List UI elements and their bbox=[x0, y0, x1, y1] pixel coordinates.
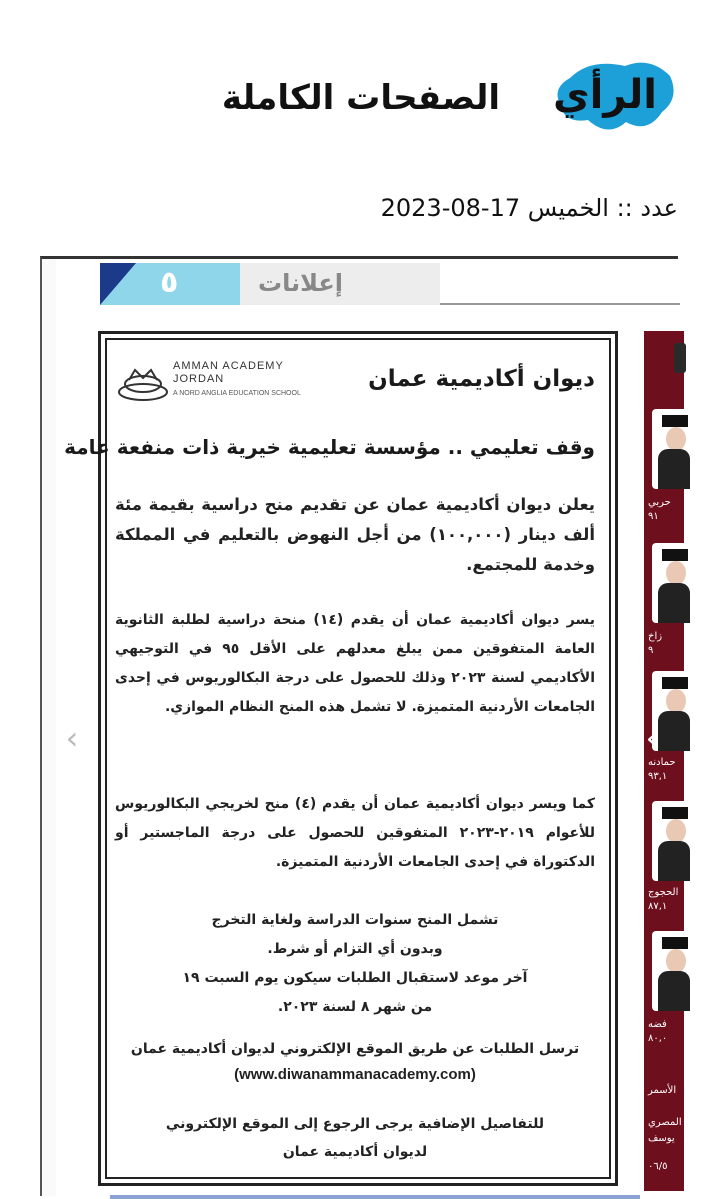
sidebar-footer-line: الأسمر bbox=[648, 1085, 677, 1096]
crown-icon bbox=[117, 366, 169, 402]
ad-paragraph-apply bbox=[115, 1036, 595, 1088]
amman-academy-logo bbox=[117, 360, 327, 410]
site-title: الصفحات الكاملة bbox=[221, 78, 500, 118]
student-score: ٨٧,١ bbox=[648, 901, 668, 912]
student-photo bbox=[652, 409, 688, 489]
page-number-corner bbox=[100, 263, 136, 305]
ad-paragraph-graduates: كما ويسر ديوان أكاديمية عمان أن يقدم (٤) منح لخريجي البكالوريوس للأعوام ٢٠١٩-٢٠٢٣ المتفوقين للحصول على درجة الماجستير أو الدكتوراة في إحدى الجامعات الأردنية المتميزة. bbox=[115, 796, 595, 870]
results-sidebar bbox=[644, 331, 684, 1191]
student-name: فضه bbox=[648, 1019, 667, 1030]
ad-paragraph-intro: يعلن ديوان أكاديمية عمان عن تقديم منح دراسية بقيمة مئة ألف دينار (١٠٠,٠٠٠) من أجل النهوض بالتعليم في المملكة وخدمة للمجتمع. bbox=[115, 495, 595, 574]
chevron-right-icon[interactable]: ‹ bbox=[645, 719, 659, 757]
next-block-edge bbox=[110, 1195, 640, 1199]
logo-text: الرأي bbox=[553, 72, 657, 118]
student-score: ٩٣,١ bbox=[648, 771, 668, 782]
academy-name bbox=[173, 360, 284, 386]
ad-heading: ديوان أكاديمية عمان bbox=[368, 366, 595, 392]
ad-paragraph-terms bbox=[115, 906, 595, 1022]
terms-line-2: وبدون أي التزام أو شرط. bbox=[267, 941, 443, 957]
section-label-box bbox=[240, 263, 440, 305]
ad-paragraph-highschool: يسر ديوان أكاديمية عمان أن يقدم (١٤) منحة دراسية لطلبة الثانوية العامة المتفوقين ممن يبلغ معدلهم على الأقل ٩٥ في التوجيهي الأكاديمي لسنة ٢٠٢٣ وذلك للحصول على درجة البكالوريوس في إحدى الجامعات الأردنية المتميزة. لا تشمل هذه المنح النظام الموازي. bbox=[115, 612, 596, 715]
ad-paragraph-details bbox=[115, 1110, 595, 1166]
academy-name-line1: AMMAN ACADEMY bbox=[173, 360, 284, 372]
student-name: زاخ bbox=[648, 631, 663, 642]
section-header bbox=[100, 263, 680, 305]
student-photo bbox=[652, 931, 688, 1011]
student-name: الحجوج bbox=[648, 887, 679, 898]
page-number-block bbox=[100, 263, 240, 305]
newspaper-page[interactable] bbox=[40, 256, 682, 1196]
page-body bbox=[56, 259, 680, 1199]
website-link[interactable]: (www.diwanammanacademy.com) bbox=[234, 1066, 476, 1083]
advertisement-inner bbox=[64, 338, 611, 1179]
terms-line-4: من شهر ٨ لسنة ٢٠٢٣. bbox=[277, 999, 433, 1015]
academy-name-line2: JORDAN bbox=[173, 373, 225, 385]
sidebar-footer-line: المصري bbox=[648, 1117, 682, 1128]
student-photo bbox=[652, 543, 688, 623]
terms-line-1: تشمل المنح سنوات الدراسة ولغاية التخرج bbox=[211, 912, 499, 928]
section-label: إعلانات bbox=[258, 269, 343, 297]
student-photo bbox=[652, 801, 688, 881]
alrai-logo[interactable] bbox=[530, 48, 680, 138]
sidebar-footer-line: يوسف bbox=[648, 1133, 675, 1144]
student-score: ٨٠,٠ bbox=[648, 1033, 668, 1044]
page-number: ٥ bbox=[160, 265, 179, 300]
site-header bbox=[0, 30, 720, 140]
student-name: حربي bbox=[648, 497, 671, 508]
chevron-left-icon[interactable]: ‹ bbox=[65, 719, 79, 757]
issue-date: عدد :: الخميس 17-08-2023 bbox=[380, 194, 678, 222]
details-line-2: لديوان أكاديمية عمان bbox=[282, 1144, 428, 1160]
advertisement bbox=[64, 331, 618, 1186]
student-name: حمادنه bbox=[648, 757, 676, 768]
sidebar-footer-line: ٠٦/٥ bbox=[648, 1161, 668, 1172]
details-line-1: للتفاصيل الإضافية يرجى الرجوع إلى الموقع الإلكتروني bbox=[165, 1116, 545, 1132]
academy-tagline: A NORD ANGLIA EDUCATION SCHOOL bbox=[173, 390, 301, 397]
sidebar-tab bbox=[674, 343, 686, 373]
ad-subheading: وقف تعليمي .. مؤسسة تعليمية خيرية ذات منفعة عامة bbox=[64, 435, 595, 459]
apply-text: ترسل الطلبات عن طريق الموقع الإلكتروني لديوان أكاديمية عمان bbox=[130, 1041, 580, 1057]
student-score: ٩ bbox=[648, 645, 654, 656]
terms-line-3: آخر موعد لاستقبال الطلبات سيكون يوم السبت ١٩ bbox=[182, 970, 528, 986]
student-score: ٩١ bbox=[648, 511, 659, 522]
